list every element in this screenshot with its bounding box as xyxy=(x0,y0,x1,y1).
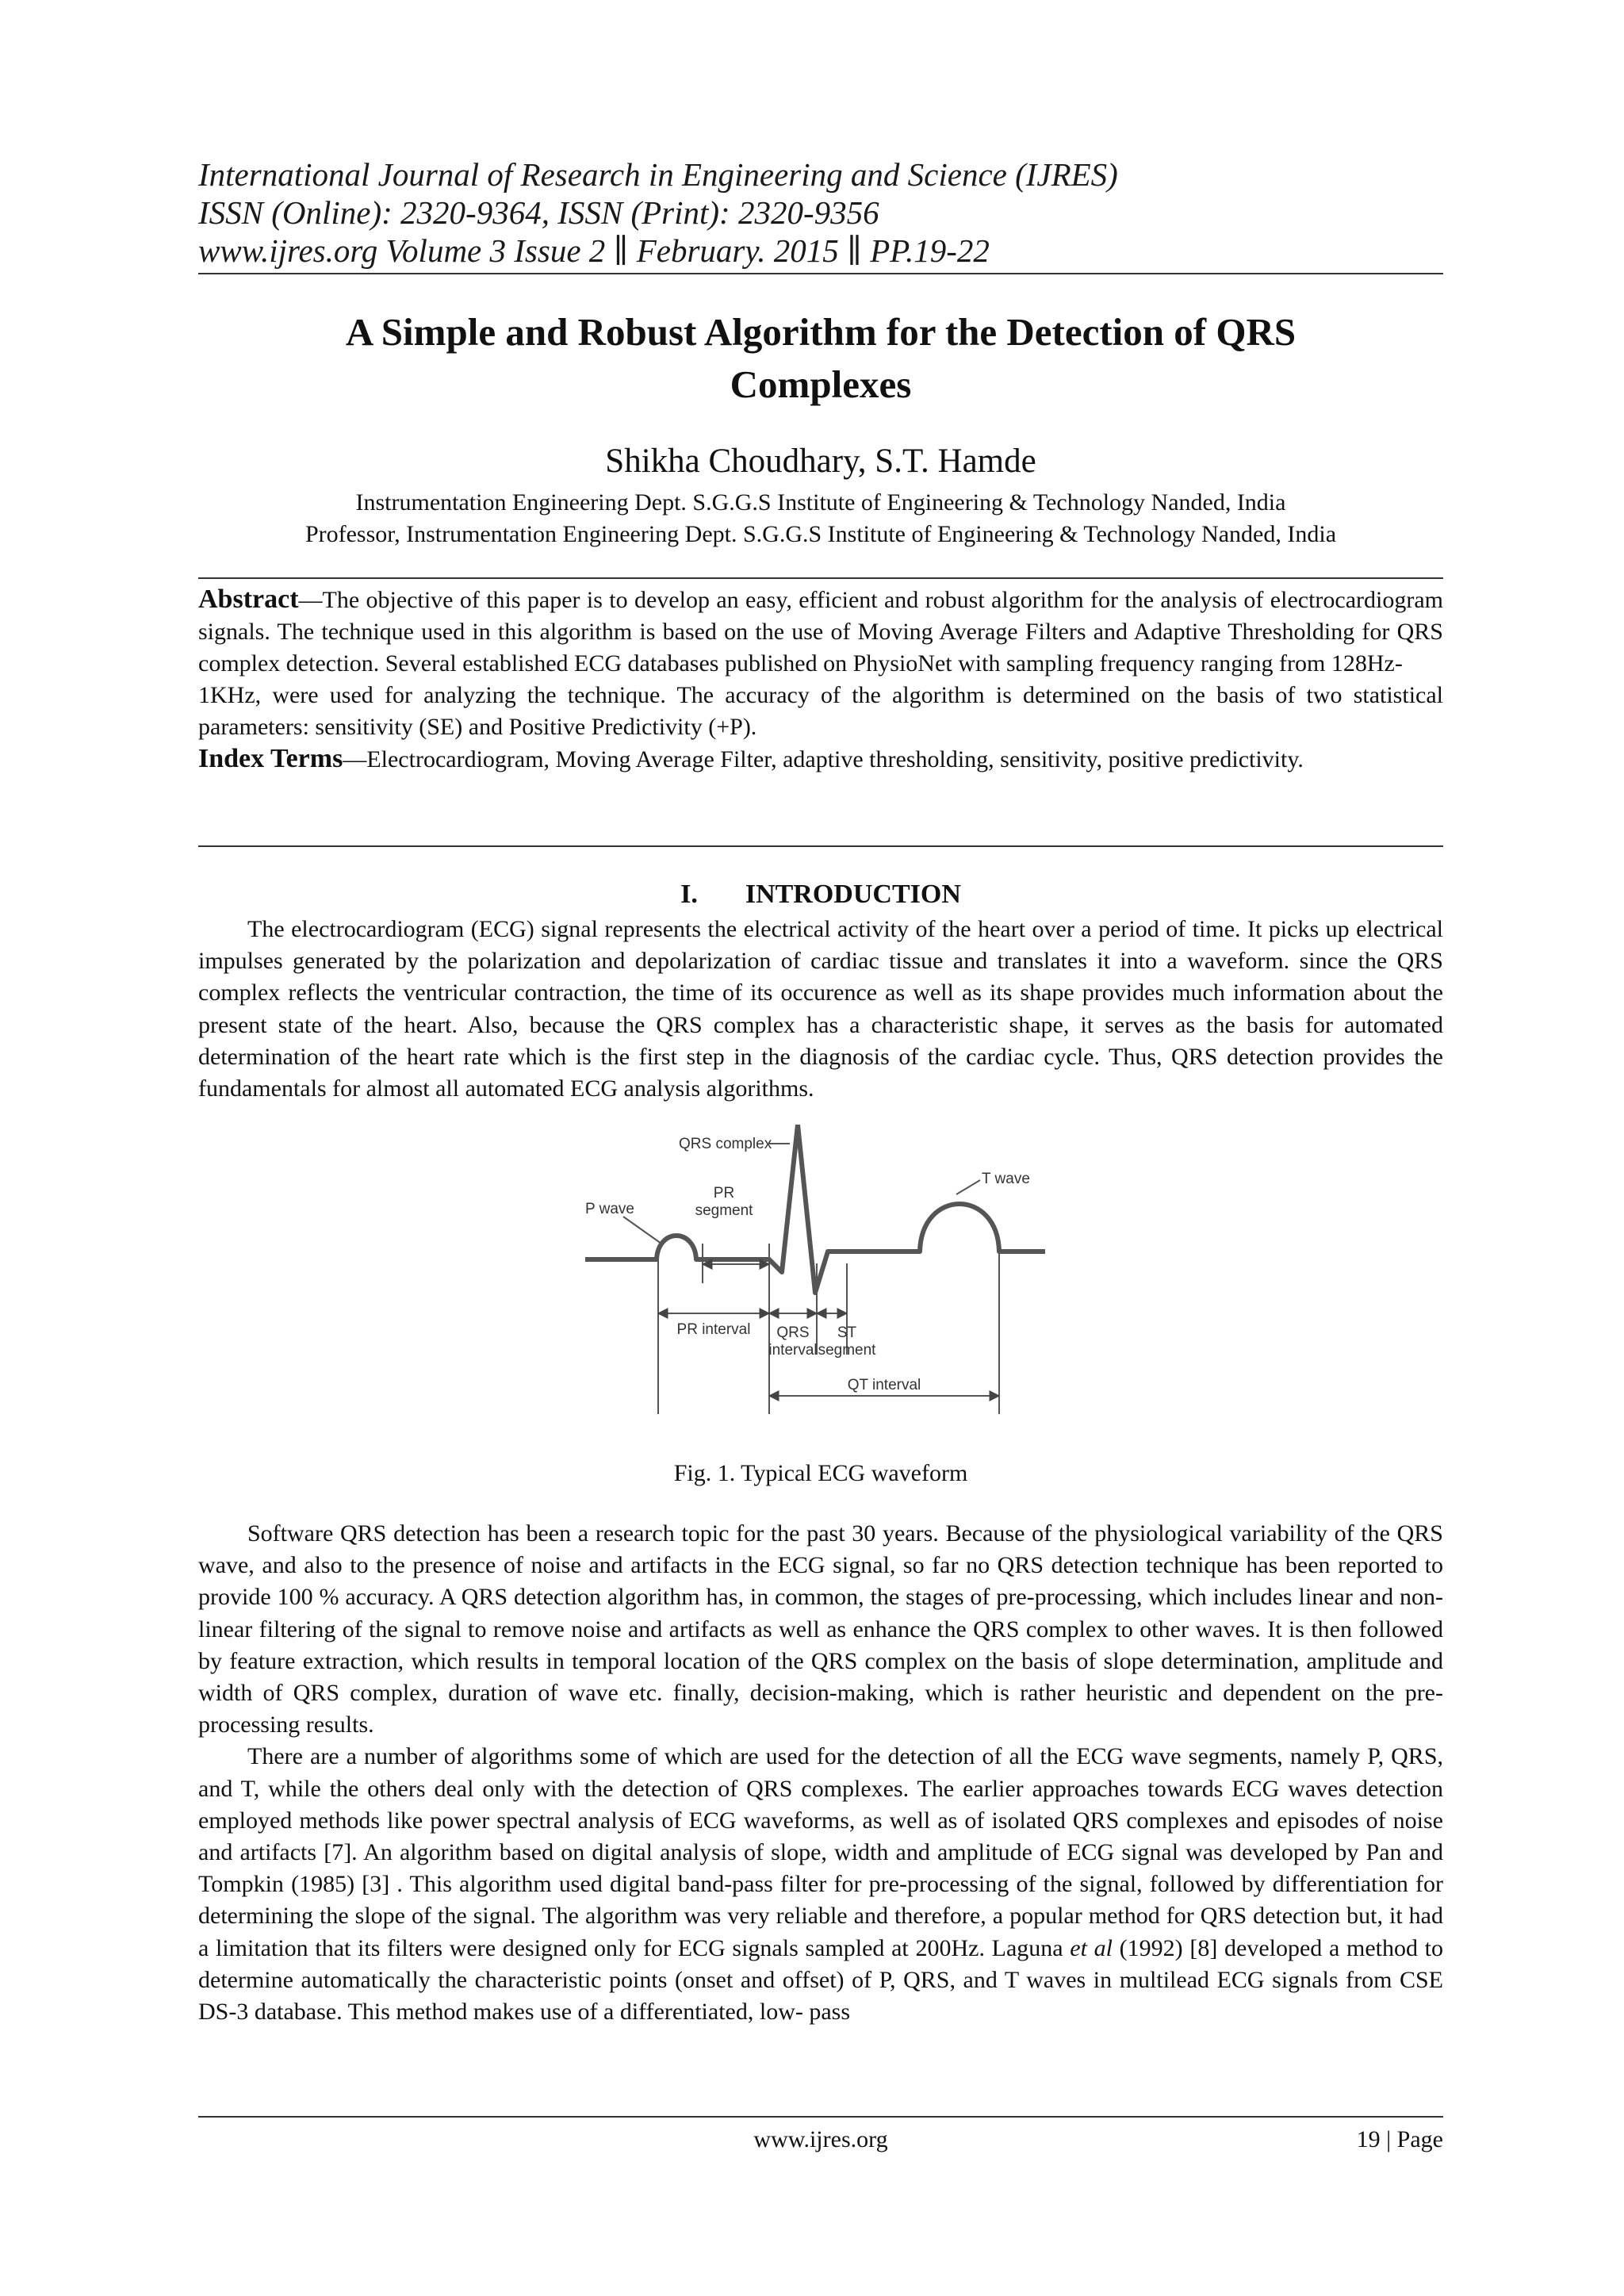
p-wave-leader xyxy=(623,1217,661,1244)
paper-title xyxy=(198,306,1443,411)
intro-paragraph-1: The electrocardiogram (ECG) signal represents the electrical activity of the heart over a period of time. It picks up electrical impulses generated by the polarization and depolarization of cardiac tissue and translates it into a waveform. since the QRS complex reflects the ventricular contraction, the time of its occurence as well as its shape provides much information about the present state of the heart. Also, because the QRS complex has a characteristic shape, it serves as the basis for automated determination of the heart rate which is the first step in the diagnosis of the cardiac cycle. Thus, QRS detection provides the fundamentals for almost all automated ECG analysis algorithms. xyxy=(198,916,1443,1102)
journal-issn: ISSN (Online): 2320-9364, ISSN (Print): 2320-9356 xyxy=(198,194,879,231)
title-line-2: Complexes xyxy=(730,362,912,406)
label-pr-segment-2: segment xyxy=(695,1202,753,1219)
abstract xyxy=(198,584,1443,776)
label-st-segment-2: segment xyxy=(818,1342,876,1359)
label-t-wave: T wave xyxy=(982,1171,1030,1187)
label-qrs-interval-2: interval xyxy=(768,1342,818,1359)
label-qrs-complex: QRS complex xyxy=(679,1136,772,1152)
affiliation-2: Professor, Instrumentation Engineering Dept. S.G.G.S Institute of Engineering & Technology Nanded, India xyxy=(304,521,1337,547)
figure-caption: Fig. 1. Typical ECG waveform xyxy=(673,1460,968,1486)
abstract-paragraph-2: 1KHz, were used for analyzing the technique. The accuracy of the algorithm is determined on the basis of two statistical parameters: sensitivity (SE) and Positive Predictivity (+P). xyxy=(198,682,1443,740)
affiliation-1: Instrumentation Engineering Dept. S.G.G.S Institute of Engineering & Technology Nanded, India xyxy=(355,489,1286,516)
label-pr-interval: PR interval xyxy=(676,1321,751,1338)
footer-website: www.ijres.org xyxy=(753,2126,888,2152)
label-st-segment-1: ST xyxy=(837,1324,857,1341)
intro-paragraph-2: Software QRS detection has been a research topic for the past 30 years. Because of the physiological variability of the QRS wave, and also to the presence of noise and artifacts in the ECG signal, so far no QRS detection technique has been reported to provide 100 % accuracy. A QRS detection algorithm has, in common, the stages of pre-processing, which includes linear and non-linear filtering of the signal to remove noise and artifacts as well as enhance the QRS complex to other waves. It is then followed by feature extraction, which results in temporal location of the QRS complex on the basis of slope determination, amplitude and width of QRS complex, duration of wave etc. finally, decision-making, which is rather heuristic and dependent on the pre-processing results. xyxy=(198,1520,1443,1738)
index-terms-label: Index Terms xyxy=(198,744,343,773)
intro-paragraph-3-em: et al xyxy=(1070,1934,1113,1961)
intro-paragraph-3 xyxy=(198,1741,1443,2028)
journal-issue: www.ijres.org Volume 3 Issue 2 ∥ February. 2015 ∥ PP.19-22 xyxy=(198,232,990,269)
section-heading-introduction xyxy=(198,879,1443,910)
section-number: I. xyxy=(680,880,698,909)
intro-paragraph-1-block xyxy=(198,914,1443,1105)
index-terms-text: —Electrocardiogram, Moving Average Filter, adaptive thresholding, sensitivity, positive predictivity. xyxy=(343,746,1304,772)
label-p-wave: P wave xyxy=(585,1201,634,1217)
authors: Shikha Choudhary, S.T. Hamde xyxy=(605,443,1036,480)
label-pr-segment-1: PR xyxy=(713,1185,735,1202)
label-qt-interval: QT interval xyxy=(847,1377,921,1393)
intro-body-block xyxy=(198,1518,1443,2028)
section-title: INTRODUCTION xyxy=(745,880,961,909)
index-terms xyxy=(198,743,1443,776)
ecg-waveform-figure xyxy=(585,1125,1061,1418)
journal-header xyxy=(198,155,1443,270)
t-wave-leader xyxy=(956,1180,980,1194)
label-qrs-interval-1: QRS xyxy=(776,1324,810,1341)
abstract-top-rule xyxy=(198,577,1443,579)
abstract-text: —The objective of this paper is to develop an easy, efficient and robust algorithm for the analysis of electrocardiogram signals. The technique used in this algorithm is based on the use of Moving Average Filters and Adaptive Thresholding for QRS complex detection. Several established ECG databases published on PhysioNet with sampling frequency ranging from 128Hz- xyxy=(198,587,1443,677)
intro-paragraph-3-a: There are a number of algorithms some of which are used for the detection of all the ECG wave segments, namely P, QRS, and T, while the others deal only with the detection of QRS complexes. The earlier approaches towards ECG waves detection employed methods like power spectral analysis of ECG waveforms, as well as of isolated QRS complexes and episodes of noise and artifacts [7]. An algorithm based on digital analysis of slope, width and amplitude of ECG signal was developed by Pan and Tompkin (1985) [3] . This algorithm used digital band-pass filter for pre-processing of the signal, followed by differentiation for determining the slope of the signal. The algorithm was very reliable and therefore, a popular method for QRS detection but, it had a limitation that its filters were designed only for ECG signals sampled at 200Hz. Laguna xyxy=(198,1743,1443,1961)
title-line-1: A Simple and Robust Algorithm for the Detection of QRS xyxy=(345,310,1297,354)
abstract-bottom-rule xyxy=(198,845,1443,847)
header-rule xyxy=(198,273,1443,274)
abstract-label: Abstract xyxy=(198,585,299,614)
journal-name: International Journal of Research in Engineering and Science (IJRES) xyxy=(198,156,1118,193)
ecg-trace xyxy=(585,1125,1045,1293)
footer-rule xyxy=(198,2116,1443,2118)
intro-paragraph-3-b: (1992) [8] developed a method to determine automatically the characteristic points (onset and offset) of P, QRS, and T waves in multilead ECG signals from CSE DS-3 database. This method makes use of a differentiated, low- pass xyxy=(198,1934,1443,2026)
abstract-paragraph xyxy=(198,584,1443,680)
footer-page-number: 19 | Page xyxy=(1356,2126,1443,2152)
